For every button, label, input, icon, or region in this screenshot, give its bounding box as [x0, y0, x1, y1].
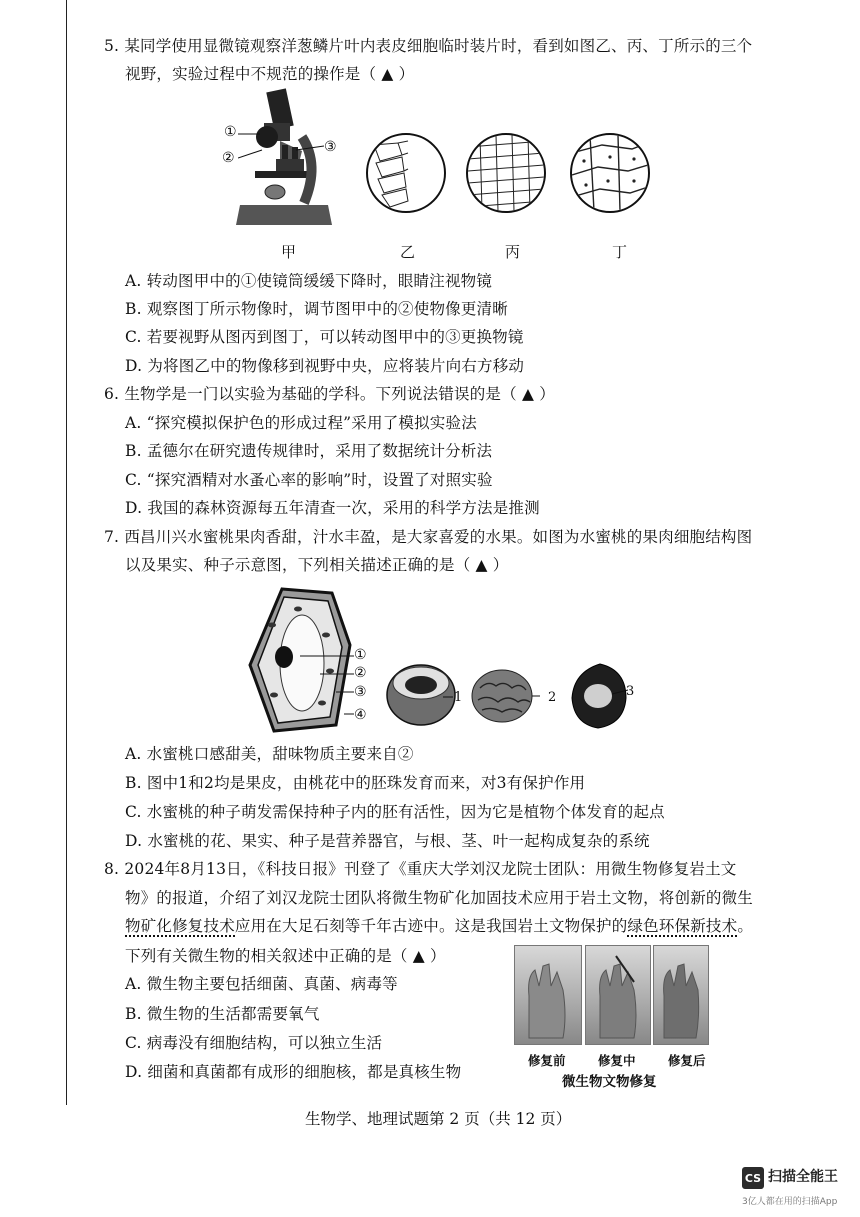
peach-part-label-3: 3: [626, 684, 635, 699]
q6-option-b: B. 孟德尔在研究遗传规律时，采用了数据统计分析法: [125, 442, 493, 460]
cell-label-2: ②: [354, 665, 367, 681]
fig-label-ding: 丁: [612, 243, 628, 261]
q8-option-a: A. 微生物主要包括细菌、真菌、病毒等: [125, 975, 398, 993]
q5-option-d: D. 为将图乙中的物像移到视野中央，应将装片向右方移动: [125, 357, 525, 375]
q5-option-b: B. 观察图丁所示物像时，调节图甲中的②使物像更清晰: [125, 300, 508, 318]
cell-label-4: ④: [354, 707, 367, 723]
page-footer: 生物学、地理试题第 2 页（共 12 页）: [305, 1110, 572, 1128]
photo-before-restoration: [514, 945, 582, 1045]
field-of-view-ding: [570, 133, 650, 213]
camscanner-logo-icon: CS: [742, 1167, 764, 1189]
microscope-callout-1: ①: [224, 124, 237, 140]
q5-option-c: C. 若要视野从图丙到图丁，可以转动图甲中的③更换物镜: [125, 328, 524, 346]
binding-margin-line: [66, 0, 67, 1105]
camscanner-tagline: 3亿人都在用的扫描App: [742, 1197, 838, 1207]
q7-option-c: C. 水蜜桃的种子萌发需保持种子内的胚有活性，因为它是植物个体发育的起点: [125, 803, 665, 821]
photo-during-restoration: [585, 945, 651, 1045]
q8-option-b: B. 微生物的生活都需要氧气: [125, 1005, 320, 1023]
microscope-callout-3: ③: [324, 139, 337, 155]
q8-stem-line2: 物》的报道，介绍了刘汉龙院士团队将微生物矿化加固技术应用于岩土文物，将创新的微生: [125, 889, 754, 907]
field-of-view-yi: [366, 133, 446, 213]
fig-label-jia: 甲: [281, 243, 297, 261]
cell-label-1: ①: [354, 647, 367, 663]
peach-pit-figure: [466, 660, 546, 730]
emphasis-mineralization-tech: 物矿化修复技术: [125, 917, 235, 935]
callout-leader-lines: [238, 128, 328, 168]
q5-stem-line2: 视野，实验过程中不规范的操作是（ ▲ ）: [125, 65, 415, 83]
q7-option-b: B. 图中1和2均是果皮，由桃花中的胚珠发育而来，对3有保护作用: [125, 774, 586, 792]
q7-stem-line2: 以及果实、种子示意图，下列相关描述正确的是（ ▲ ）: [125, 556, 509, 574]
emphasis-green-tech: 绿色环保新技术: [627, 917, 738, 935]
q7-stem-line1: 7. 西昌川兴水蜜桃果肉香甜，汁水丰盈，是大家喜爱的水果。如图为水蜜桃的果肉细胞结构图: [104, 528, 753, 546]
photo-after-restoration: [653, 945, 709, 1045]
fig-label-yi: 乙: [400, 243, 416, 261]
photo-label-after: 修复后: [668, 1053, 706, 1068]
q8-stem-line4: 下列有关微生物的相关叙述中正确的是（ ▲ ）: [125, 947, 446, 965]
q6-option-c: C. “探究酒精对水蚤心率的影响”时，设置了对照实验: [125, 471, 493, 489]
photo-label-during: 修复中: [598, 1053, 636, 1068]
cell-label-3: ③: [354, 684, 367, 700]
q8-stem-line3: 物矿化修复技术应用在大足石刻等千年古迹中。这是我国岩土文物保护的绿色环保新技术。: [125, 917, 754, 935]
q7-option-a: A. 水蜜桃口感甜美，甜味物质主要来自②: [125, 745, 414, 763]
fig-label-bing: 丙: [505, 243, 521, 261]
q8-option-d: D. 细菌和真菌都有成形的细胞核，都是真核生物: [125, 1063, 462, 1081]
field-of-view-bing: [466, 133, 546, 213]
microscope-callout-2: ②: [222, 150, 235, 166]
q8-option-c: C. 病毒没有细胞结构，可以独立生活: [125, 1034, 383, 1052]
q8-stem-line1: 8. 2024年8月13日，《科技日报》刊登了《重庆大学刘汉龙院士团队：用微生物修复岩土文: [104, 860, 737, 878]
q6-option-a: A. “探究模拟保护色的形成过程”采用了模拟实验法: [125, 414, 477, 432]
camscanner-brand-name: 扫描全能王: [768, 1169, 838, 1185]
photo-caption: 微生物文物修复: [562, 1074, 657, 1090]
peach-part-label-2: 2: [548, 690, 557, 705]
peach-part-label-1: 1: [454, 690, 463, 705]
cell-leader-lines: [300, 650, 360, 720]
q5-stem-line1: 5. 某同学使用显微镜观察洋葱鳞片叶内表皮细胞临时装片时，看到如图乙、丙、丁所示的三个: [104, 37, 753, 55]
q7-option-d: D. 水蜜桃的花、果实、种子是营养器官，与根、茎、叶一起构成复杂的系统: [125, 832, 650, 850]
q6-stem: 6. 生物学是一门以实验为基础的学科。下列说法错误的是（ ▲ ）: [104, 385, 555, 403]
photo-label-before: 修复前: [528, 1053, 566, 1068]
q6-option-d: D. 我国的森林资源每五年清查一次，采用的科学方法是推测: [125, 499, 540, 517]
q5-option-a: A. 转动图甲中的①使镜筒缓缓下降时，眼睛注视物镜: [125, 272, 493, 290]
peach-fruit-figure: [383, 655, 463, 730]
